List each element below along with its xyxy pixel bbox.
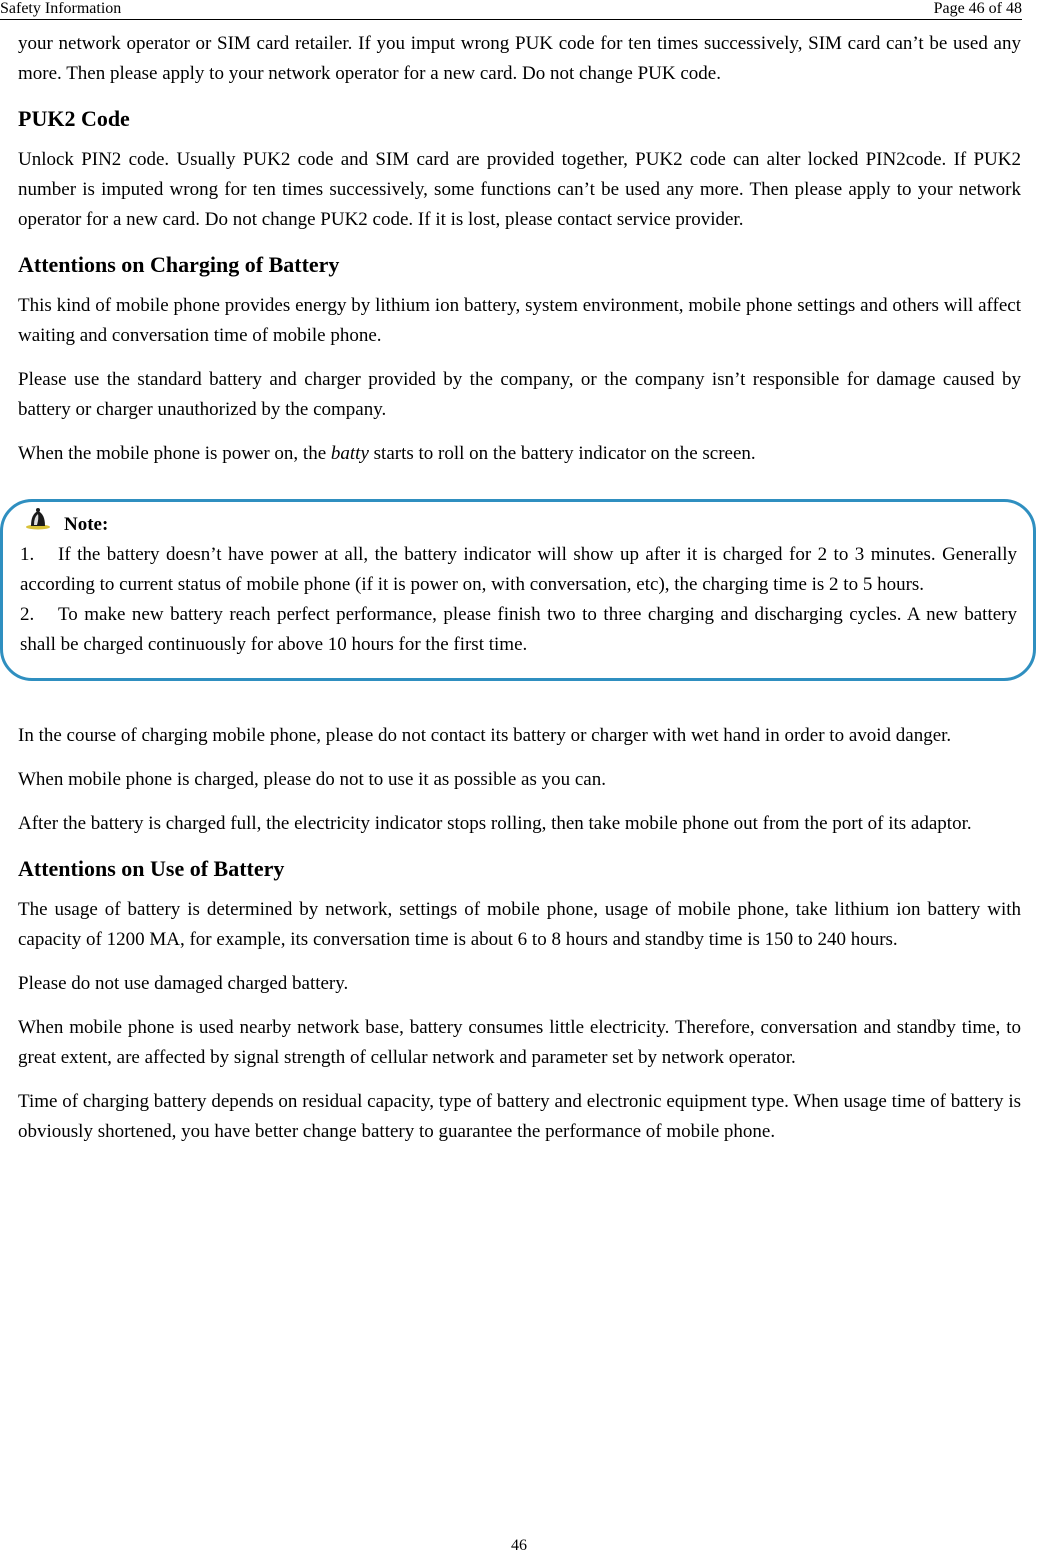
page-content [18, 29, 1021, 1161]
note-title: Note: [64, 514, 109, 535]
note-bell-icon [25, 506, 51, 535]
paragraph-puk2: Unlock PIN2 code. Usually PUK2 code and SIM card are provided together, PUK2 code can alter locked PIN2code. If PUK2 number is imputed wrong for ten times successively, some functions can’t be used any more. Then please apply to your network operator for a new card. Do not change PUK2 code. If it is lost, please contact service provider. [18, 149, 1021, 230]
paragraph-wet-hand: In the course of charging mobile phone, please do not contact its battery or charger with wet hand in order to avoid danger. [18, 725, 952, 746]
paragraph-charged-full: After the battery is charged full, the electricity indicator stops rolling, then take mobile phone out from the port of its adaptor. [18, 813, 972, 834]
note-item-number: 2. [20, 604, 35, 625]
paragraph-battery-usage: The usage of battery is determined by network, settings of mobile phone, usage of mobile phone, take lithium ion battery with capacity of 1200 MA, for example, its conversation time is about 6 to 8 hours and standby time is 150 to 240 hours. [18, 899, 1021, 950]
paragraph-puk-continued: your network operator or SIM card retailer. If you imput wrong PUK code for ten times successively, SIM card can’t be used any more. Then please apply to your network operator for a new card. Do not change PUK code. [18, 33, 1021, 84]
heading-charging-battery: Attentions on Charging of Battery [18, 252, 340, 277]
text-segment: When the mobile phone is power on, the [18, 443, 331, 464]
text-emphasis: batty [330, 443, 369, 464]
text-segment: starts to roll on the battery indicator on the screen. [368, 443, 756, 464]
note-box [0, 499, 1036, 681]
note-item-number: 1. [20, 544, 35, 565]
heading-puk2-code: PUK2 Code [18, 106, 130, 131]
paragraph-lithium-battery: This kind of mobile phone provides energy by lithium ion battery, system environment, mobile phone settings and others will affect waiting and conversation time of mobile phone. [18, 295, 1021, 346]
header-page-count: Page 46 of 48 [933, 0, 1022, 17]
paragraph-damaged-battery: Please do not use damaged charged battery. [18, 973, 349, 994]
note-item-1 [20, 540, 1017, 600]
page-header [0, 0, 1022, 20]
paragraph-network-base: When mobile phone is used nearby network base, battery consumes little electricity. Therefore, conversation and standby time, to great extent, are affected by signal strength of cellular network and parameter set by network operator. [18, 1017, 1021, 1068]
page-number: 46 [511, 1537, 527, 1554]
note-item-text: To make new battery reach perfect performance, please finish two to three charging and discharging cycles. A new battery shall be charged continuously for above 10 hours for the first time. [20, 604, 1017, 655]
paragraph-charging-time: Time of charging battery depends on residual capacity, type of battery and electronic equipment type. When usage time of battery is obviously shortened, you have better change battery to guarantee the performance of mobile phone. [18, 1091, 1021, 1142]
note-item-2 [20, 600, 1017, 660]
note-item-text: If the battery doesn’t have power at all, the battery indicator will show up after it is charged for 2 to 3 minutes. Generally according to current status of mobile phone (if it is power on, with conversation, etc), the charging time is 2 to 5 hours. [20, 544, 1017, 595]
paragraph-when-charged: When mobile phone is charged, please do not to use it as possible as you can. [18, 769, 606, 790]
header-section-title: Safety Information [0, 0, 122, 17]
paragraph-power-on [18, 439, 1021, 469]
heading-use-battery: Attentions on Use of Battery [18, 856, 285, 881]
paragraph-standard-charger: Please use the standard battery and charger provided by the company, or the company isn’t responsible for damage caused by battery or charger unauthorized by the company. [18, 369, 1021, 420]
